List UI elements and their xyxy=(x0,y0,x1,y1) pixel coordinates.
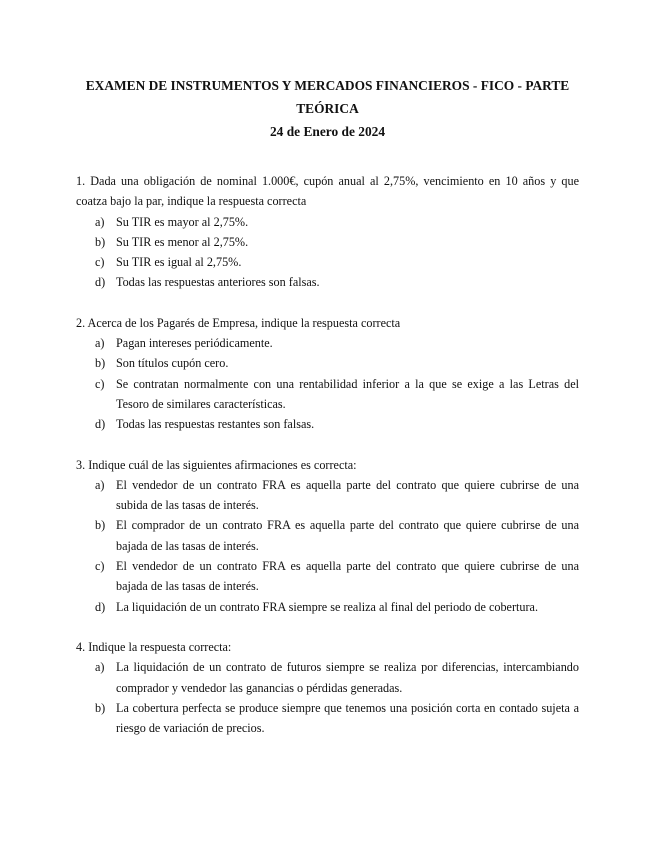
question-text: 3. Indique cuál de las siguientes afirmaciones es correcta: xyxy=(76,457,357,472)
question-text: 1. Dada una obligación de nominal 1.000€, cupón anual al 2,75%, vencimiento en 10 años y que coatza bajo la par, indique la respuesta correcta xyxy=(76,174,579,209)
question-text: 4. Indique la respuesta correcta: xyxy=(76,639,232,654)
exam-title-line1: EXAMEN DE INSTRUMENTOS Y MERCADOS FINANCIEROS - FICO - PARTE xyxy=(85,78,570,93)
option-text: Todas las respuestas anteriores son falsas. xyxy=(116,275,320,290)
option-text: La cobertura perfecta se produce siempre que tenemos una posición corta en contado sujeta a riesgo de variación de precios. xyxy=(116,700,579,736)
option-letter: b) xyxy=(95,518,106,533)
option-letter: c) xyxy=(95,376,105,391)
options-list xyxy=(76,475,579,617)
options-list xyxy=(76,657,579,738)
option-letter: a) xyxy=(95,477,105,492)
question-text: 2. Acerca de los Pagarés de Empresa, indique la respuesta correcta xyxy=(76,315,401,330)
option-letter: a) xyxy=(95,336,105,351)
question-1 xyxy=(76,171,579,293)
option-letter: b) xyxy=(95,356,106,371)
option-text: Son títulos cupón cero. xyxy=(116,356,229,371)
option-letter: b) xyxy=(95,234,106,249)
exam-date: 24 de Enero de 2024 xyxy=(269,124,386,139)
option-text: El vendedor de un contrato FRA es aquella parte del contrato que quiere cubrirse de una bajada de las tasas de interés. xyxy=(116,559,579,594)
option-letter: d) xyxy=(95,599,106,614)
option-letter: c) xyxy=(95,559,105,574)
option-item xyxy=(76,333,579,353)
option-letter: a) xyxy=(95,660,105,675)
option-item xyxy=(76,353,579,373)
option-item xyxy=(76,556,579,597)
option-item xyxy=(76,252,579,272)
option-item xyxy=(76,414,579,434)
option-text: La liquidación de un contrato FRA siempre se realiza al final del periodo de cobertura. xyxy=(116,599,539,614)
option-letter: c) xyxy=(95,255,105,270)
option-item xyxy=(76,374,579,415)
option-text: Su TIR es menor al 2,75%. xyxy=(116,234,249,249)
exam-header xyxy=(76,74,579,143)
option-letter: d) xyxy=(95,417,106,432)
option-item xyxy=(76,698,579,739)
option-letter: d) xyxy=(95,275,106,290)
question-3 xyxy=(76,455,579,617)
questions-list xyxy=(76,171,579,758)
option-item xyxy=(76,475,579,516)
option-text: El vendedor de un contrato FRA es aquella parte del contrato que quiere cubrirse de una subida de las tasas de interés. xyxy=(116,477,579,513)
question-2 xyxy=(76,313,579,435)
option-item xyxy=(76,657,579,698)
option-item xyxy=(76,597,579,617)
option-text: La liquidación de un contrato de futuros siempre se realiza por diferencias, intercambiando comprador y vendedor las ganancias o pérdidas generadas. xyxy=(116,660,579,695)
option-item xyxy=(76,232,579,252)
exam-title-line2: TEÓRICA xyxy=(296,101,359,116)
option-text: Su TIR es mayor al 2,75%. xyxy=(116,214,249,229)
option-letter: a) xyxy=(95,214,105,229)
option-text: Se contratan normalmente con una rentabilidad inferior a la que se exige a las Letras del Tesoro de similares características. xyxy=(116,376,579,411)
options-list xyxy=(76,212,579,293)
option-text: Su TIR es igual al 2,75%. xyxy=(116,255,242,270)
option-text: Todas las respuestas restantes son falsas. xyxy=(116,417,315,432)
option-text: El comprador de un contrato FRA es aquella parte del contrato que quiere cubrirse de una bajada de las tasas de interés. xyxy=(116,518,579,553)
option-item xyxy=(76,212,579,232)
option-item xyxy=(76,272,579,292)
option-text: Pagan intereses periódicamente. xyxy=(116,336,273,351)
question-4 xyxy=(76,637,579,738)
options-list xyxy=(76,333,579,434)
option-letter: b) xyxy=(95,700,106,715)
option-item xyxy=(76,515,579,556)
